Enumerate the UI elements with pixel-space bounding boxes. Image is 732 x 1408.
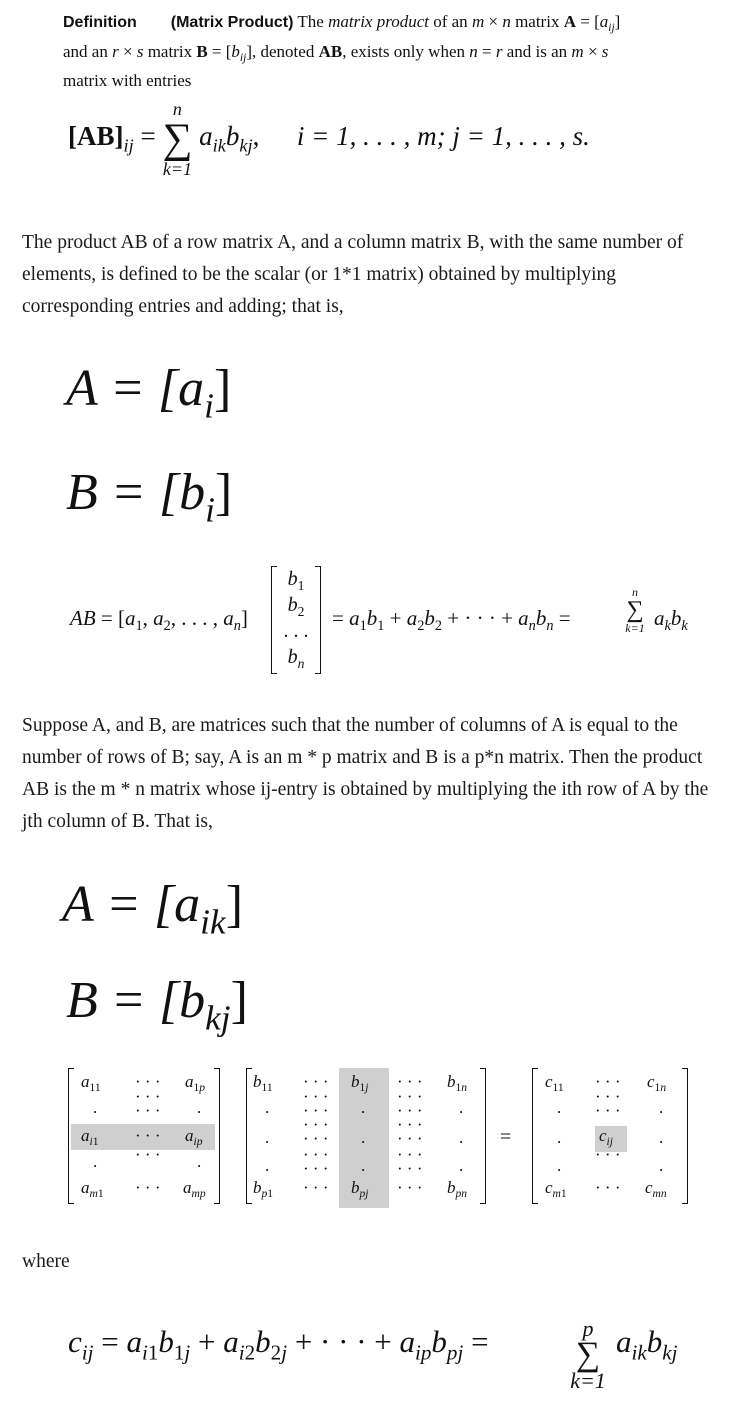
column-matrix-b-text: B = [b [66,464,206,521]
eq1-range: i = 1, . . . , m; j = 1, . . . , s. [296,121,590,152]
matrix-b-def: $B = [b_{kj}]$ [66,972,248,1038]
definition-text: matrix with entries [63,71,192,91]
row-matrix-a-def: $A = [a_i]$ [66,360,232,426]
paragraph-matrix-product: Suppose A, and B, are matrices such that the number of columns of A is equal to the number of rows of B; say, A is an m * p matrix and B is a p*n matrix. Then the product AB is the m * n matrix whose ij-entry is obtained by multiplying the ith row of A by the jth column of B. That is, [22,715,709,832]
final-sum: p ∑ k=1 [566,1318,610,1392]
definition-block: Definition (Matrix Product) The matrix product of an m × n matrix $A = [a_{ij}]$ and an r × s matrix $B = [b_{ij}]$, denoted AB, exists only when n = r and is an m × s matrix with entries [63,12,621,91]
matrix-c: $c_{11}$ · · · $c_{1n}$ . · · · · · · . . $c_{ij}$ . . · · · . $c_{m1}$ · · · $c_{mn}$ [532,1068,688,1204]
matrix-product-equation: $[AB]_{ij}$ = n ∑ k=1 $a_{ik}b_{kj}$, i = 1, . . . , m; j = 1, . . . , s. [68,99,590,179]
final-sum-term: $a_{ik}b_{kj}$ [616,1324,678,1365]
final-sum-upper: p [582,1316,594,1341]
column-vector-b: $b_1$ $b_2$ . . . $b_n$ [271,566,321,674]
row-matrix-a-sub: i [204,385,214,426]
definition-text: matrix [515,12,560,31]
matrix-equals: = [500,1126,512,1148]
definition-text: , exists only when [342,41,465,61]
paragraph-row-column: The product AB of a row matrix A, and a column matrix B, with the same number of elements, is defined to be the scalar (or 1*1 matrix) obtained by multiplying corresponding entries and adding; that is, [22,232,684,317]
definition-text: of an [433,12,468,31]
where-label: where [22,1251,70,1272]
matrix-b-text: B = [b [66,972,206,1029]
matrix-a: $a_{11}$ · · · $a_{1p}$ . · · · · · · . $a_{i1}$ · · · $a_{ip}$ . · · · . $a_{m1}$ · · · $a_{mp}$ [68,1068,220,1204]
eq1-lhs: [AB] [68,121,124,152]
matrix-b: $b_{11}$ · · · $b_{1j}$ · · · $b_{1n}$ . · · · · · · . · · · · · · . . · · · · · · . · · · · · · . . · · · · · · . · · · · · · . $b_{p1}$ · · · $b_{pj}$ · · · $b_{pn}$ [246,1068,486,1204]
row-product-sum-upper: n [632,585,638,599]
row-product-rhs: = $a_1b_1 + a_2b_2$ + · · · + $a_nb_n$ = [332,606,571,634]
final-lhs: c [68,1324,82,1359]
definition-text: matrix [147,41,193,61]
definition-label: Definition [63,14,137,31]
definition-text: and is an [506,41,568,61]
matrix-a-sub: ik [200,901,226,942]
matrix-a-def: $A = [a_{ik}]$ [62,876,244,942]
eq1-sum-upper: n [172,99,182,119]
eq1-sum: n ∑ k=1 [162,99,193,179]
row-product-sum: n ∑ k=1 [621,586,649,634]
matrix-b-sub: kj [205,997,231,1038]
column-matrix-b-sub: i [205,489,215,530]
final-lhs-sub: ij [81,1340,94,1365]
row-matrix-a-text: A = [a [66,360,205,417]
column-matrix-b-def: $B = [b_i]$ [66,464,233,530]
definition-text: , denoted [252,41,315,61]
final-sum-lower: k=1 [570,1368,606,1393]
matrix-product-illustration [66,1064,696,1212]
definition-text: The [297,12,324,31]
matrix-a-text: A = [a [62,876,201,933]
row-product-sum-lower: k=1 [625,621,645,635]
eq1-sum-lower: k=1 [162,159,192,179]
definition-text: and an [63,41,108,61]
eq1-lhs-sub: ij [123,135,134,156]
row-product-lhs: AB = [$a_1$, $a_2$, . . . , $a_n$] [70,606,248,634]
definition-term: matrix product [328,12,429,31]
row-column-product-equation [70,562,720,678]
row-product-term: $a_kb_k$ [654,606,688,634]
definition-name: (Matrix Product) [170,14,294,31]
final-entry-equation: $c_{ij} = a_{i1}b_{1j} + a_{i2}b_{2j}$ + · · · + $a_{ip}b_{pj}$ = [68,1324,489,1365]
